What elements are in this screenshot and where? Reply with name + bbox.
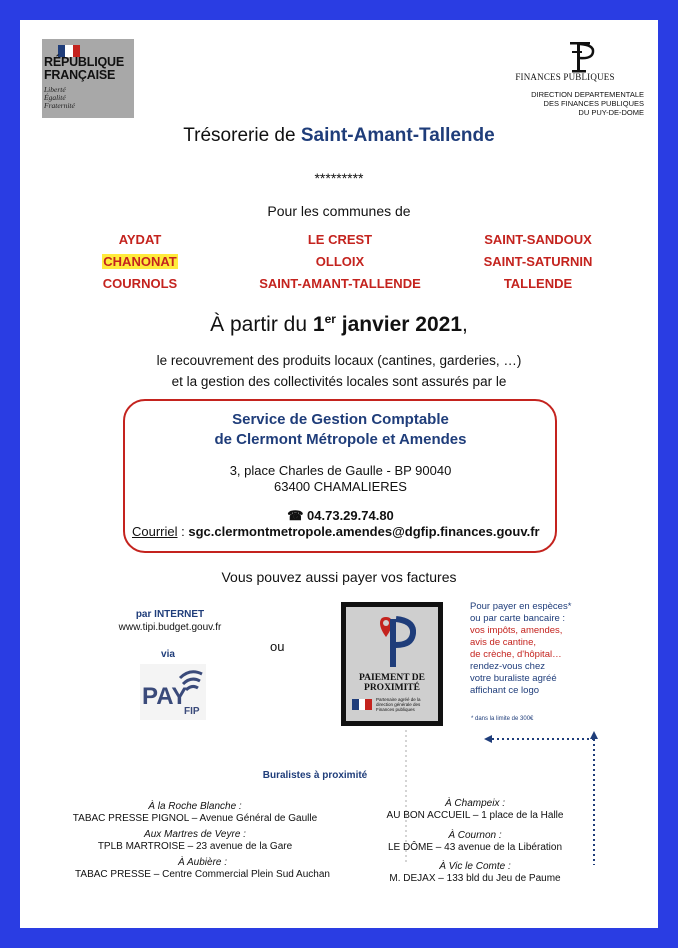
svg-text:PAY: PAY [142,683,188,710]
service-phone: ☎ 04.73.29.74.80 [287,508,394,523]
location-item: À Cournon : LE DÔME – 43 avenue de la Libération [388,830,562,853]
tipi-link[interactable]: www.tipi.budget.gouv.fr [118,622,222,633]
payfip-logo-icon [140,664,206,720]
cash-limit-note: * dans la limite de 300€ [471,716,534,722]
location-item: Aux Martres de Veyre : TPLB MARTROISE – 23 avenue de la Gare [97,829,293,852]
fp-direction: DIRECTION DEPARTEMENTALE DES FINANCES PUBLIQUES DU PUY-DE-DOME [531,90,644,117]
tricolor-flag-icon [352,699,372,710]
highlighted-commune: CHANONAT [103,254,177,269]
location-item: À Aubière : TABAC PRESSE – Centre Commercial Plein Sud Auchan [75,857,330,880]
description: le recouvrement des produits locaux (cantines, garderies, …) et la gestion des collectivités locales sont assurés par le [156,353,522,389]
rf-motto: Liberté Égalité Fraternité [44,85,75,110]
commune-item: SAINT-AMANT-TALLENDE [259,276,421,291]
commune-item: TALLENDE [503,276,573,291]
flyer-page [20,20,658,928]
stars-separator: ********* [314,170,364,186]
commune-item [40,254,240,269]
commune-item: OLLOIX [315,254,365,269]
fp-name: FINANCES PUBLIQUES [515,72,615,82]
rf-title: RÉPUBLIQUE FRANÇAISE [44,55,124,82]
commune-item: LE CREST [307,232,373,247]
cash-payment-info: Pour payer en espèces* ou par carte bancaire : vos impôts, amendes, avis de cantine, de crèche, d'hôpital… rendez-vous chez votre buraliste agréé affichant ce logo [470,601,572,696]
intro-text: Pour les communes de [267,203,411,219]
commune-item: SAINT-SATURNIN [483,254,593,269]
finances-publiques-logo-icon [560,40,600,74]
internet-payment: par INTERNET www.tipi.budget.gouv.fr [80,608,260,634]
svg-text:FIP: FIP [184,706,200,717]
paiement-proximite-logo: PAIEMENT DE PROXIMITÉ Partenaire agréé de la direction générale des Finances publiques [341,602,443,726]
via-label: via [161,649,175,660]
buralistes-title: Buralistes à proximité [262,770,368,781]
pay-also-text: Vous pouvez aussi payer vos factures [221,569,457,585]
or-label: ou [270,639,285,654]
location-item: À Vic le Comte : M. DEJAX – 133 bld du Jeu de Paume [389,861,561,884]
page-title: Trésorerie de Saint-Amant-Tallende [183,125,495,146]
map-pin-icon [368,615,416,671]
location-item: À la Roche Blanche : TABAC PRESSE PIGNOL – Avenue Général de Gaulle [72,801,318,824]
email-link[interactable]: sgc.clermontmetropole.amendes@dgfip.finances.gouv.fr [188,524,540,539]
commune-item: COURNOLS [102,276,178,291]
commune-item: AYDAT [118,232,162,247]
location-item: À Champeix : AU BON ACCUEIL – 1 place de la Halle [386,798,564,821]
commune-item: SAINT-SANDOUX [484,232,592,247]
republique-francaise-logo [42,39,134,118]
service-address: 3, place Charles de Gaulle - BP 90040 63400 CHAMALIERES [229,463,452,494]
phone-icon: ☎ [287,508,308,523]
start-date: À partir du 1er janvier 2021, [210,312,468,336]
service-name: Service de Gestion Comptable de Clermont Métropole et Amendes [214,411,467,448]
service-email: Courriel : sgc.clermontmetropole.amendes@dgfip.finances.gouv.fr [132,524,540,539]
